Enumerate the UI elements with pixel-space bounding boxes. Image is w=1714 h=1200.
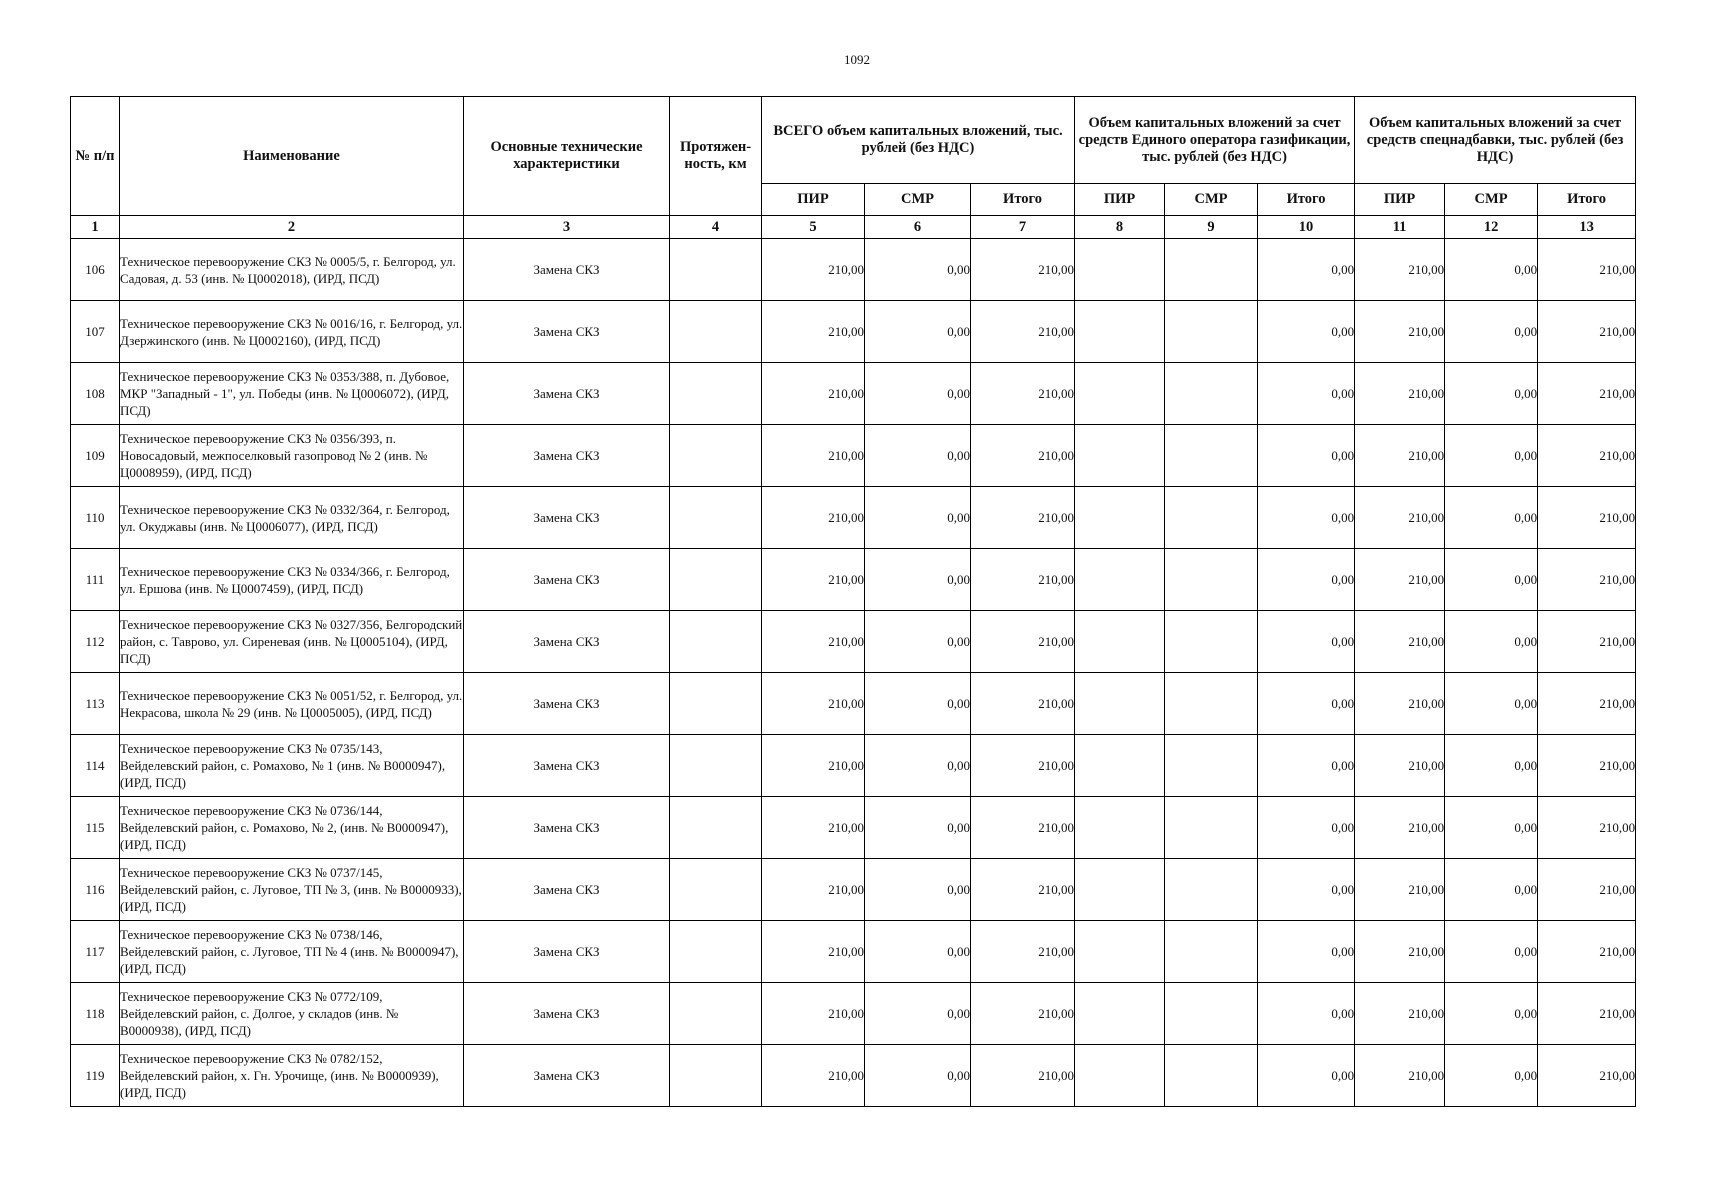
column-index: 13	[1538, 216, 1636, 239]
table-row	[71, 549, 1636, 611]
cell-total-pir: 210,00	[762, 983, 865, 1045]
table-row	[71, 425, 1636, 487]
cell-operator-smr	[1165, 239, 1258, 301]
cell-special-itogo: 210,00	[1538, 921, 1636, 983]
cell-operator-pir	[1075, 797, 1165, 859]
cell-special-smr: 0,00	[1445, 859, 1538, 921]
cell-operator-smr	[1165, 301, 1258, 363]
cell-name: Техническое перевооружение СКЗ № 0051/52, г. Белгород, ул. Некрасова, школа № 29 (инв. № Ц0005005), (ИРД, ПСД)	[120, 673, 464, 735]
cell-operator-smr	[1165, 673, 1258, 735]
cell-special-pir: 210,00	[1355, 487, 1445, 549]
cell-special-pir: 210,00	[1355, 983, 1445, 1045]
cell-operator-smr	[1165, 797, 1258, 859]
page-number: 1092	[844, 52, 870, 67]
cell-special-itogo: 210,00	[1538, 797, 1636, 859]
cell-special-smr: 0,00	[1445, 673, 1538, 735]
cell-length	[670, 363, 762, 425]
cell-special-pir: 210,00	[1355, 239, 1445, 301]
cell-total-itogo: 210,00	[971, 239, 1075, 301]
cell-name: Техническое перевооружение СКЗ № 0327/356, Белгородский район, с. Таврово, ул. Сиреневая (инв. № Ц0005104), (ИРД, ПСД)	[120, 611, 464, 673]
cell-operator-pir	[1075, 1045, 1165, 1107]
cell-operator-smr	[1165, 487, 1258, 549]
cell-spec: Замена СКЗ	[464, 673, 670, 735]
header-itogo: Итого	[1258, 184, 1355, 216]
cell-total-pir: 210,00	[762, 425, 865, 487]
cell-total-pir: 210,00	[762, 797, 865, 859]
header-itogo: Итого	[971, 184, 1075, 216]
cell-length	[670, 797, 762, 859]
cell-spec: Замена СКЗ	[464, 363, 670, 425]
cell-special-pir: 210,00	[1355, 549, 1445, 611]
cell-total-itogo: 210,00	[971, 921, 1075, 983]
cell-length	[670, 859, 762, 921]
table-row	[71, 301, 1636, 363]
cell-operator-itogo: 0,00	[1258, 611, 1355, 673]
cell-total-pir: 210,00	[762, 673, 865, 735]
cell-special-smr: 0,00	[1445, 487, 1538, 549]
table-row	[71, 735, 1636, 797]
cell-operator-pir	[1075, 363, 1165, 425]
cell-total-smr: 0,00	[865, 363, 971, 425]
cell-spec: Замена СКЗ	[464, 921, 670, 983]
table-row	[71, 611, 1636, 673]
cell-operator-itogo: 0,00	[1258, 921, 1355, 983]
column-index: 5	[762, 216, 865, 239]
table-row	[71, 921, 1636, 983]
cell-operator-smr	[1165, 1045, 1258, 1107]
cell-name: Техническое перевооружение СКЗ № 0334/366, г. Белгород, ул. Ершова (инв. № Ц0007459), (ИРД, ПСД)	[120, 549, 464, 611]
cell-special-smr: 0,00	[1445, 301, 1538, 363]
cell-total-smr: 0,00	[865, 611, 971, 673]
header-name: Наименование	[120, 97, 464, 216]
cell-length	[670, 1045, 762, 1107]
cell-special-smr: 0,00	[1445, 549, 1538, 611]
cell-name: Техническое перевооружение СКЗ № 0005/5, г. Белгород, ул. Садовая, д. 53 (инв. № Ц0002018), (ИРД, ПСД)	[120, 239, 464, 301]
cell-special-pir: 210,00	[1355, 859, 1445, 921]
cell-name: Техническое перевооружение СКЗ № 0737/145, Вейделевский район, с. Луговое, ТП № 3, (инв. № В0000933), (ИРД, ПСД)	[120, 859, 464, 921]
cell-total-pir: 210,00	[762, 921, 865, 983]
cell-special-itogo: 210,00	[1538, 301, 1636, 363]
cell-name: Техническое перевооружение СКЗ № 0016/16, г. Белгород, ул. Дзержинского (инв. № Ц0002160), (ИРД, ПСД)	[120, 301, 464, 363]
cell-operator-itogo: 0,00	[1258, 425, 1355, 487]
cell-spec: Замена СКЗ	[464, 487, 670, 549]
cell-operator-pir	[1075, 239, 1165, 301]
cell-length	[670, 921, 762, 983]
cell-operator-smr	[1165, 425, 1258, 487]
header-pir: ПИР	[762, 184, 865, 216]
cell-length	[670, 239, 762, 301]
cell-spec: Замена СКЗ	[464, 301, 670, 363]
cell-special-pir: 210,00	[1355, 735, 1445, 797]
cell-special-smr: 0,00	[1445, 239, 1538, 301]
cell-operator-itogo: 0,00	[1258, 301, 1355, 363]
cell-name: Техническое перевооружение СКЗ № 0736/144, Вейделевский район, с. Ромахово, № 2, (инв. № В0000947), (ИРД, ПСД)	[120, 797, 464, 859]
cell-length	[670, 673, 762, 735]
cell-operator-pir	[1075, 425, 1165, 487]
cell-total-smr: 0,00	[865, 301, 971, 363]
header-smr: СМР	[1165, 184, 1258, 216]
cell-special-itogo: 210,00	[1538, 611, 1636, 673]
cell-special-smr: 0,00	[1445, 735, 1538, 797]
cell-special-pir: 210,00	[1355, 363, 1445, 425]
cell-special-smr: 0,00	[1445, 363, 1538, 425]
cell-total-pir: 210,00	[762, 363, 865, 425]
cell-total-itogo: 210,00	[971, 301, 1075, 363]
cell-num: 115	[71, 797, 120, 859]
column-index: 10	[1258, 216, 1355, 239]
cell-num: 117	[71, 921, 120, 983]
cell-total-itogo: 210,00	[971, 363, 1075, 425]
cell-operator-pir	[1075, 983, 1165, 1045]
table-row	[71, 859, 1636, 921]
cell-special-itogo: 210,00	[1538, 549, 1636, 611]
cell-operator-pir	[1075, 673, 1165, 735]
cell-total-pir: 210,00	[762, 487, 865, 549]
cell-spec: Замена СКЗ	[464, 983, 670, 1045]
cell-total-itogo: 210,00	[971, 673, 1075, 735]
cell-total-pir: 210,00	[762, 1045, 865, 1107]
header-length: Протяжен-ность, км	[670, 97, 762, 216]
cell-total-pir: 210,00	[762, 735, 865, 797]
cell-total-pir: 210,00	[762, 549, 865, 611]
cell-spec: Замена СКЗ	[464, 1045, 670, 1107]
table-row	[71, 363, 1636, 425]
cell-name: Техническое перевооружение СКЗ № 0332/364, г. Белгород, ул. Окуджавы (инв. № Ц0006077), (ИРД, ПСД)	[120, 487, 464, 549]
cell-length	[670, 735, 762, 797]
cell-special-smr: 0,00	[1445, 611, 1538, 673]
cell-total-itogo: 210,00	[971, 983, 1075, 1045]
cell-special-itogo: 210,00	[1538, 859, 1636, 921]
cell-special-itogo: 210,00	[1538, 363, 1636, 425]
cell-operator-smr	[1165, 549, 1258, 611]
cell-total-itogo: 210,00	[971, 487, 1075, 549]
cell-special-itogo: 210,00	[1538, 239, 1636, 301]
cell-total-itogo: 210,00	[971, 859, 1075, 921]
cell-total-smr: 0,00	[865, 859, 971, 921]
cell-operator-itogo: 0,00	[1258, 983, 1355, 1045]
header-group-total: ВСЕГО объем капитальных вложений, тыс. рублей (без НДС)	[762, 97, 1075, 184]
column-index: 1	[71, 216, 120, 239]
column-index: 6	[865, 216, 971, 239]
cell-length	[670, 611, 762, 673]
column-index: 4	[670, 216, 762, 239]
cell-operator-pir	[1075, 735, 1165, 797]
cell-name: Техническое перевооружение СКЗ № 0735/143, Вейделевский район, с. Ромахово, № 1 (инв. № В0000947), (ИРД, ПСД)	[120, 735, 464, 797]
cell-spec: Замена СКЗ	[464, 797, 670, 859]
cell-total-smr: 0,00	[865, 239, 971, 301]
cell-total-pir: 210,00	[762, 859, 865, 921]
cell-total-pir: 210,00	[762, 301, 865, 363]
cell-length	[670, 425, 762, 487]
cell-total-itogo: 210,00	[971, 425, 1075, 487]
cell-name: Техническое перевооружение СКЗ № 0738/146, Вейделевский район, с. Луговое, ТП № 4 (инв. № В0000947), (ИРД, ПСД)	[120, 921, 464, 983]
cell-operator-smr	[1165, 363, 1258, 425]
cell-operator-itogo: 0,00	[1258, 363, 1355, 425]
cell-num: 114	[71, 735, 120, 797]
cell-special-pir: 210,00	[1355, 797, 1445, 859]
cell-num: 108	[71, 363, 120, 425]
header-num: № п/п	[71, 97, 120, 216]
cell-operator-itogo: 0,00	[1258, 797, 1355, 859]
cell-length	[670, 983, 762, 1045]
cell-operator-smr	[1165, 735, 1258, 797]
cell-total-pir: 210,00	[762, 239, 865, 301]
cell-total-smr: 0,00	[865, 983, 971, 1045]
cell-num: 107	[71, 301, 120, 363]
cell-total-itogo: 210,00	[971, 549, 1075, 611]
cell-spec: Замена СКЗ	[464, 549, 670, 611]
cell-total-itogo: 210,00	[971, 797, 1075, 859]
cell-operator-pir	[1075, 301, 1165, 363]
cell-operator-smr	[1165, 921, 1258, 983]
cell-total-smr: 0,00	[865, 549, 971, 611]
cell-name: Техническое перевооружение СКЗ № 0353/388, п. Дубовое, МКР "Западный - 1", ул. Победы (инв. № Ц0006072), (ИРД, ПСД)	[120, 363, 464, 425]
cell-num: 106	[71, 239, 120, 301]
cell-special-pir: 210,00	[1355, 611, 1445, 673]
cell-total-smr: 0,00	[865, 921, 971, 983]
header-specs: Основные технические характеристики	[464, 97, 670, 216]
cell-spec: Замена СКЗ	[464, 735, 670, 797]
cell-total-itogo: 210,00	[971, 735, 1075, 797]
cell-operator-smr	[1165, 611, 1258, 673]
cell-total-smr: 0,00	[865, 425, 971, 487]
cell-operator-itogo: 0,00	[1258, 735, 1355, 797]
cell-num: 112	[71, 611, 120, 673]
table-row	[71, 797, 1636, 859]
cell-operator-pir	[1075, 859, 1165, 921]
cell-name: Техническое перевооружение СКЗ № 0772/109, Вейделевский район, с. Долгое, у складов (инв. № В0000938), (ИРД, ПСД)	[120, 983, 464, 1045]
cell-special-pir: 210,00	[1355, 673, 1445, 735]
header-group-operator: Объем капитальных вложений за счет средств Единого оператора газификации, тыс. рублей (без НДС)	[1075, 97, 1355, 184]
column-index: 3	[464, 216, 670, 239]
header-group-special: Объем капитальных вложений за счет средств спецнадбавки, тыс. рублей (без НДС)	[1355, 97, 1636, 184]
cell-spec: Замена СКЗ	[464, 425, 670, 487]
cell-num: 109	[71, 425, 120, 487]
column-index: 12	[1445, 216, 1538, 239]
cell-num: 113	[71, 673, 120, 735]
capital-investment-table	[70, 96, 1636, 1107]
cell-num: 118	[71, 983, 120, 1045]
table-row	[71, 983, 1636, 1045]
cell-special-smr: 0,00	[1445, 797, 1538, 859]
cell-operator-smr	[1165, 983, 1258, 1045]
cell-special-itogo: 210,00	[1538, 983, 1636, 1045]
cell-operator-itogo: 0,00	[1258, 549, 1355, 611]
cell-special-smr: 0,00	[1445, 1045, 1538, 1107]
cell-special-itogo: 210,00	[1538, 735, 1636, 797]
cell-num: 110	[71, 487, 120, 549]
cell-total-itogo: 210,00	[971, 611, 1075, 673]
cell-special-pir: 210,00	[1355, 1045, 1445, 1107]
cell-total-itogo: 210,00	[971, 1045, 1075, 1107]
column-index: 11	[1355, 216, 1445, 239]
cell-total-smr: 0,00	[865, 735, 971, 797]
cell-special-pir: 210,00	[1355, 301, 1445, 363]
table-header	[71, 97, 1636, 239]
cell-operator-pir	[1075, 549, 1165, 611]
header-itogo: Итого	[1538, 184, 1636, 216]
cell-name: Техническое перевооружение СКЗ № 0782/152, Вейделевский район, х. Гн. Урочище, (инв. № В0000939), (ИРД, ПСД)	[120, 1045, 464, 1107]
cell-special-pir: 210,00	[1355, 921, 1445, 983]
cell-operator-itogo: 0,00	[1258, 487, 1355, 549]
cell-special-pir: 210,00	[1355, 425, 1445, 487]
column-index: 7	[971, 216, 1075, 239]
cell-num: 119	[71, 1045, 120, 1107]
cell-operator-itogo: 0,00	[1258, 239, 1355, 301]
header-smr: СМР	[1445, 184, 1538, 216]
cell-special-smr: 0,00	[1445, 983, 1538, 1045]
cell-spec: Замена СКЗ	[464, 859, 670, 921]
cell-num: 116	[71, 859, 120, 921]
cell-special-smr: 0,00	[1445, 921, 1538, 983]
cell-spec: Замена СКЗ	[464, 239, 670, 301]
cell-spec: Замена СКЗ	[464, 611, 670, 673]
cell-operator-pir	[1075, 611, 1165, 673]
cell-total-smr: 0,00	[865, 797, 971, 859]
column-index: 2	[120, 216, 464, 239]
cell-name: Техническое перевооружение СКЗ № 0356/393, п. Новосадовый, межпоселковый газопровод № 2 (инв. № Ц0008959), (ИРД, ПСД)	[120, 425, 464, 487]
table-row	[71, 673, 1636, 735]
cell-length	[670, 487, 762, 549]
table-row	[71, 1045, 1636, 1107]
cell-total-smr: 0,00	[865, 673, 971, 735]
cell-total-pir: 210,00	[762, 611, 865, 673]
column-index: 9	[1165, 216, 1258, 239]
cell-operator-smr	[1165, 859, 1258, 921]
cell-num: 111	[71, 549, 120, 611]
cell-special-itogo: 210,00	[1538, 1045, 1636, 1107]
cell-total-smr: 0,00	[865, 1045, 971, 1107]
cell-operator-itogo: 0,00	[1258, 673, 1355, 735]
cell-length	[670, 301, 762, 363]
cell-total-smr: 0,00	[865, 487, 971, 549]
cell-operator-itogo: 0,00	[1258, 859, 1355, 921]
cell-special-smr: 0,00	[1445, 425, 1538, 487]
cell-operator-pir	[1075, 921, 1165, 983]
table-body	[71, 239, 1636, 1107]
table-row	[71, 487, 1636, 549]
cell-length	[670, 549, 762, 611]
cell-special-itogo: 210,00	[1538, 425, 1636, 487]
cell-operator-pir	[1075, 487, 1165, 549]
cell-special-itogo: 210,00	[1538, 487, 1636, 549]
cell-special-itogo: 210,00	[1538, 673, 1636, 735]
table-row	[71, 239, 1636, 301]
header-pir: ПИР	[1075, 184, 1165, 216]
column-index: 8	[1075, 216, 1165, 239]
cell-operator-itogo: 0,00	[1258, 1045, 1355, 1107]
header-pir: ПИР	[1355, 184, 1445, 216]
header-smr: СМР	[865, 184, 971, 216]
